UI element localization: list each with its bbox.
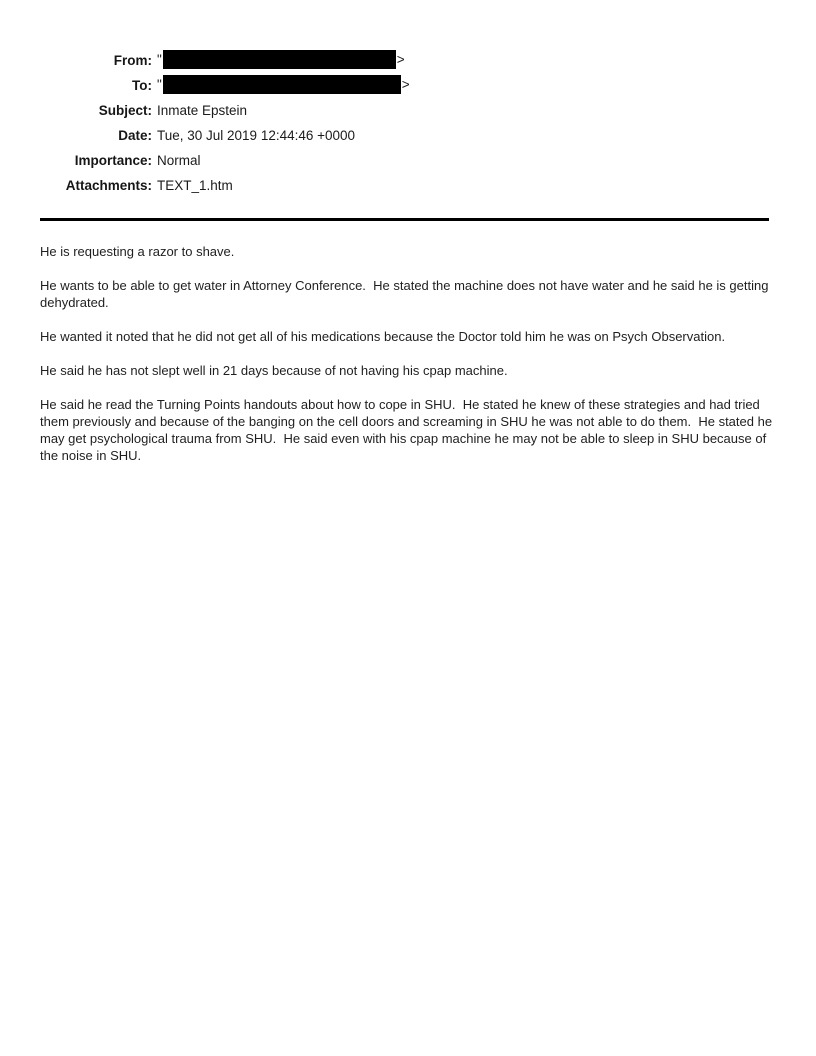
importance-value: Normal bbox=[157, 153, 201, 168]
header-separator-rule bbox=[40, 218, 769, 221]
from-angle-bracket: > bbox=[396, 52, 405, 68]
body-paragraph: He wanted it noted that he did not get all of his medications because the Doctor told him he was on Psych Observation. bbox=[40, 328, 726, 344]
email-header bbox=[40, 48, 410, 198]
date-value: Tue, 30 Jul 2019 12:44:46 +0000 bbox=[157, 128, 356, 143]
from-value bbox=[157, 48, 410, 73]
date-label: Date: bbox=[118, 128, 152, 143]
header-row-attachments bbox=[40, 173, 410, 198]
from-label: From: bbox=[113, 53, 152, 68]
subject-value: Inmate Epstein bbox=[157, 103, 248, 118]
body-paragraph: He said he read the Turning Points handouts about how to cope in SHU. He stated he knew of these strategies and had tried them previously and because of the banging on the cell doors and screaming in SHU he was not able to do them. He stated he may get psychological trauma from SHU. He said even with his cpap machine he may not be able to sleep in SHU because of the noise in SHU. bbox=[40, 396, 776, 463]
header-row-date bbox=[40, 123, 410, 148]
to-open-quote: " bbox=[157, 77, 162, 93]
to-value bbox=[157, 73, 410, 98]
attachments-value: TEXT_1.htm bbox=[157, 178, 233, 193]
header-row-to bbox=[40, 73, 410, 98]
header-row-subject bbox=[40, 98, 410, 123]
header-row-from bbox=[40, 48, 410, 73]
attachments-label: Attachments: bbox=[65, 178, 152, 193]
email-body bbox=[40, 243, 775, 464]
subject-label: Subject: bbox=[98, 103, 152, 118]
to-redaction-bar bbox=[163, 75, 401, 94]
to-label: To: bbox=[132, 78, 152, 93]
importance-label: Importance: bbox=[74, 153, 152, 168]
from-open-quote: " bbox=[157, 52, 162, 68]
to-angle-bracket: > bbox=[401, 77, 410, 93]
body-paragraph: He said he has not slept well in 21 days because of not having his cpap machine. bbox=[40, 362, 508, 378]
header-row-importance bbox=[40, 148, 410, 173]
body-paragraph: He is requesting a razor to shave. bbox=[40, 243, 235, 259]
from-redaction-bar bbox=[163, 50, 396, 69]
body-paragraph: He wants to be able to get water in Attorney Conference. He stated the machine does not have water and he said he is getting dehydrated. bbox=[40, 277, 773, 310]
